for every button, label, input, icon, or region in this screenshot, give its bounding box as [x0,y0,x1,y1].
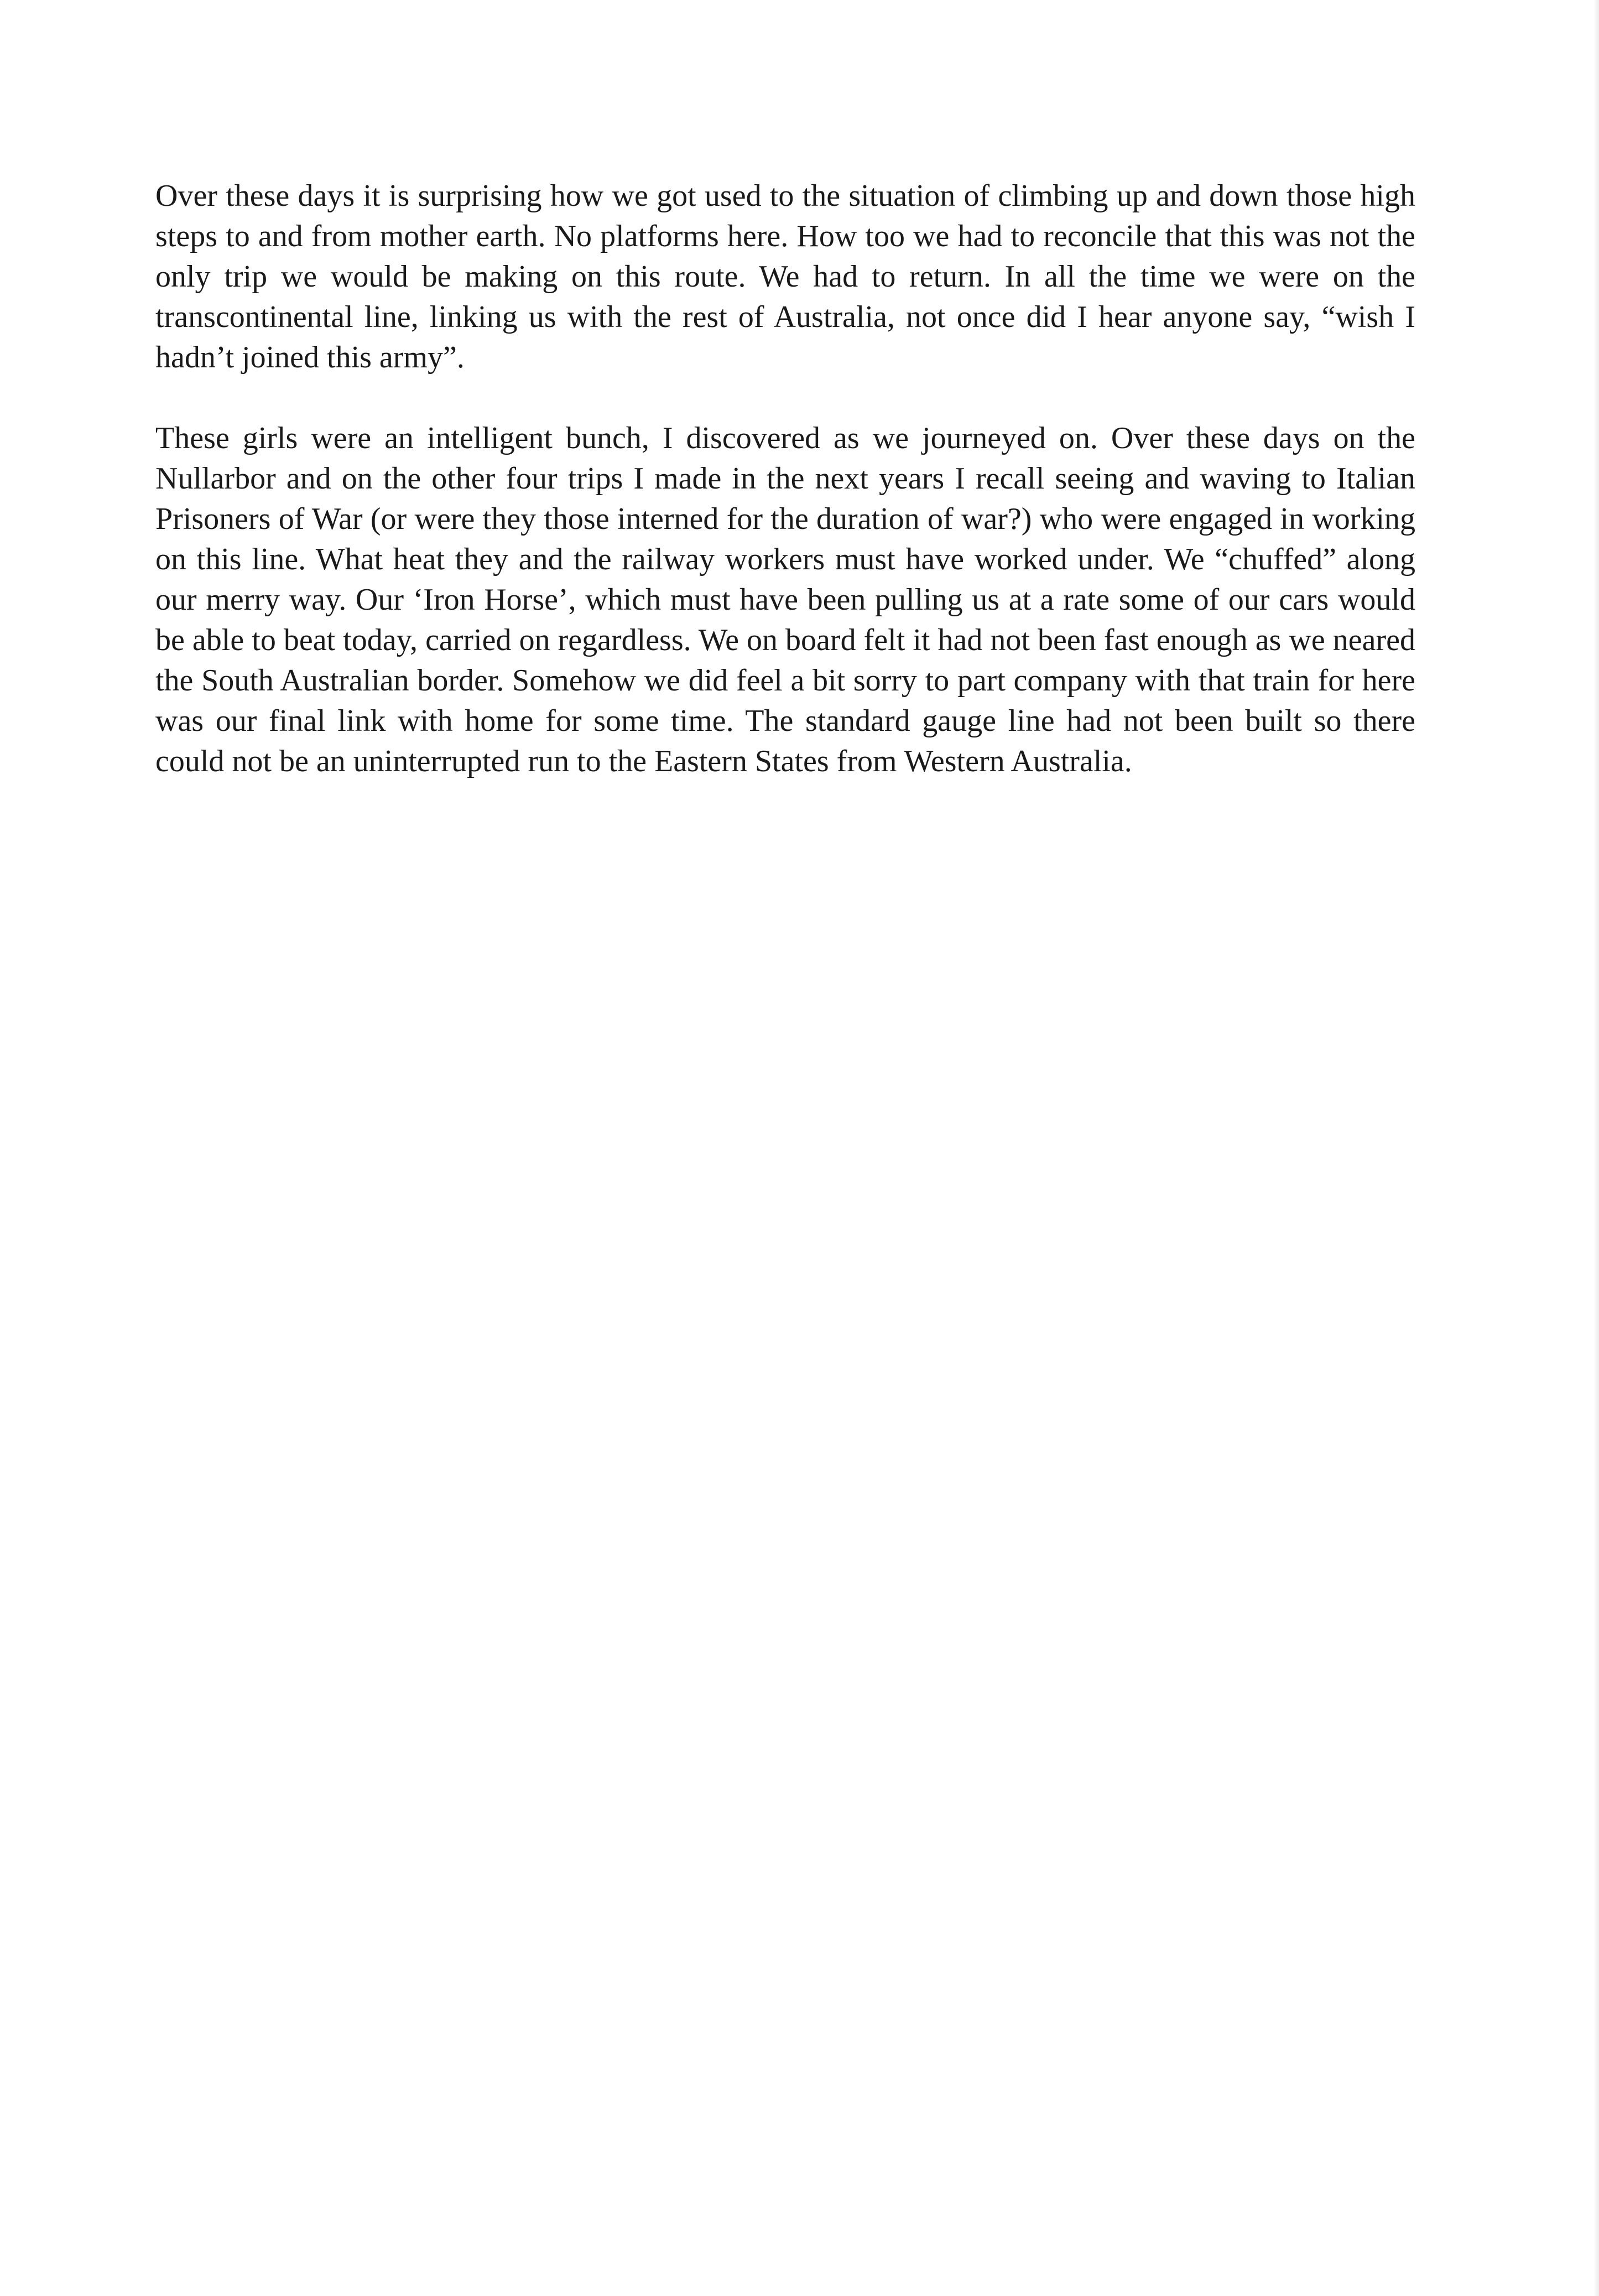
scan-edge-shadow [1593,0,1599,2296]
body-text [155,176,1415,822]
paragraph-1: Over these days it is surprising how we got used to the situation of climbing up and down those high steps to and from mother earth. No platforms here. How too we had to reconcile that this was not the only trip we would be making on this route. We had to return. In all the time we were on the transcontinental line, linking us with the rest of Australia, not once did I hear anyone say, “wish I hadn’t joined this army”. [155,179,1415,375]
paragraph-2: These girls were an intelligent bunch, I discovered as we journeyed on. Over these days on the Nullarbor and on the other four trips I made in the next years I recall seeing and waving to Italian Prisoners of War (or were they those interned for the duration of war?) who were engaged in working on this line. What heat they and the railway workers must have worked under. We “chuffed” along our merry way. Our ‘Iron Horse’, which must have been pulling us at a rate some of our cars would be able to beat today, carried on regardless. We on board felt it had not been fast enough as we neared the South Australian border. Somehow we did feel a bit sorry to part company with that train for here was our final link with home for some time. The standard gauge line had not been built so there could not be an uninterrupted run to the Eastern States from Western Australia. [155,421,1415,778]
